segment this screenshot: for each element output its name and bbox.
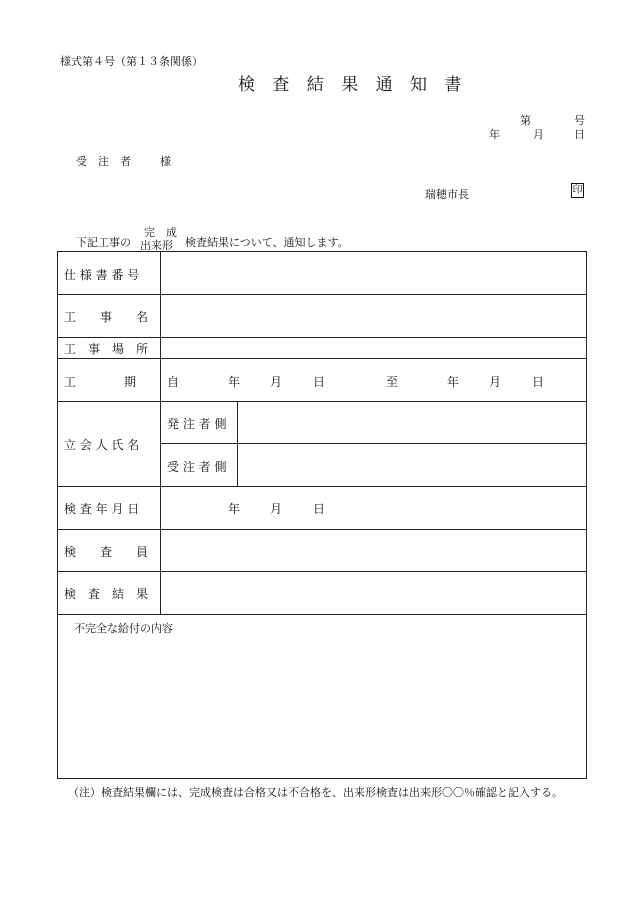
recipient-label: 受 注 者 — [76, 155, 131, 168]
notice-option-complete: 完 成 — [144, 226, 177, 239]
form-number: 様式第４号（第１３条関係） — [60, 55, 203, 68]
notice-prefix: 下記工事の — [76, 236, 131, 249]
date-year: 年 — [489, 128, 500, 141]
row-divider — [58, 486, 586, 487]
footnote: （注）検査結果欄には、完成検査は合格又は不合格を、出来形検査は出来形〇〇％確認と記入する。 — [68, 786, 563, 799]
work-name-label: 工 事 名 — [64, 310, 149, 324]
column-divider — [237, 401, 238, 486]
date-day: 日 — [574, 128, 585, 141]
period-from: 自 — [167, 375, 180, 389]
work-period-label: 工 期 — [64, 375, 137, 389]
inspection-date-label: 検 査 年 月 日 — [64, 502, 140, 516]
period-to-month: 月 — [489, 375, 502, 389]
inspection-date-month: 月 — [270, 502, 283, 516]
period-from-day: 日 — [313, 375, 326, 389]
column-divider — [160, 252, 161, 614]
witness-orderer-label: 発 注 者 側 — [167, 417, 227, 431]
work-place-label: 工 事 場 所 — [64, 342, 149, 356]
row-divider — [58, 614, 586, 615]
period-from-year: 年 — [228, 375, 241, 389]
row-divider — [58, 401, 586, 402]
spec-number-label: 仕 様 書 番 号 — [64, 268, 140, 282]
row-divider — [160, 443, 586, 444]
row-divider — [58, 294, 586, 295]
doc-number-prefix: 第 — [520, 114, 531, 127]
seal-mark: 印 — [572, 185, 583, 196]
row-divider — [58, 337, 586, 338]
period-to-day: 日 — [532, 375, 545, 389]
inspection-date-day: 日 — [313, 502, 326, 516]
notice-suffix: 検査結果について、通知します。 — [185, 236, 349, 249]
notice-option-partial: 出来形 — [140, 239, 173, 252]
inspector-label: 検 査 員 — [64, 545, 149, 559]
row-divider — [58, 529, 586, 530]
doc-number-suffix: 号 — [574, 114, 585, 127]
row-divider — [58, 358, 586, 359]
issuer-title: 瑞穂市長 — [425, 188, 469, 201]
period-from-month: 月 — [270, 375, 283, 389]
period-to-year: 年 — [447, 375, 460, 389]
period-to: 至 — [386, 375, 399, 389]
row-divider — [58, 571, 586, 572]
date-month: 月 — [533, 128, 544, 141]
inspection-result-label: 検 査 結 果 — [64, 587, 149, 601]
recipient-honorific: 様 — [160, 155, 171, 168]
witness-label: 立 会 人 氏 名 — [64, 438, 140, 452]
inspection-date-year: 年 — [228, 502, 241, 516]
witness-contractor-label: 受 注 者 側 — [167, 460, 227, 474]
document-title: 検 査 結 果 通 知 書 — [238, 75, 468, 95]
incomplete-delivery-label: 不完全な給付の内容 — [74, 622, 173, 635]
inspection-table — [57, 251, 587, 779]
